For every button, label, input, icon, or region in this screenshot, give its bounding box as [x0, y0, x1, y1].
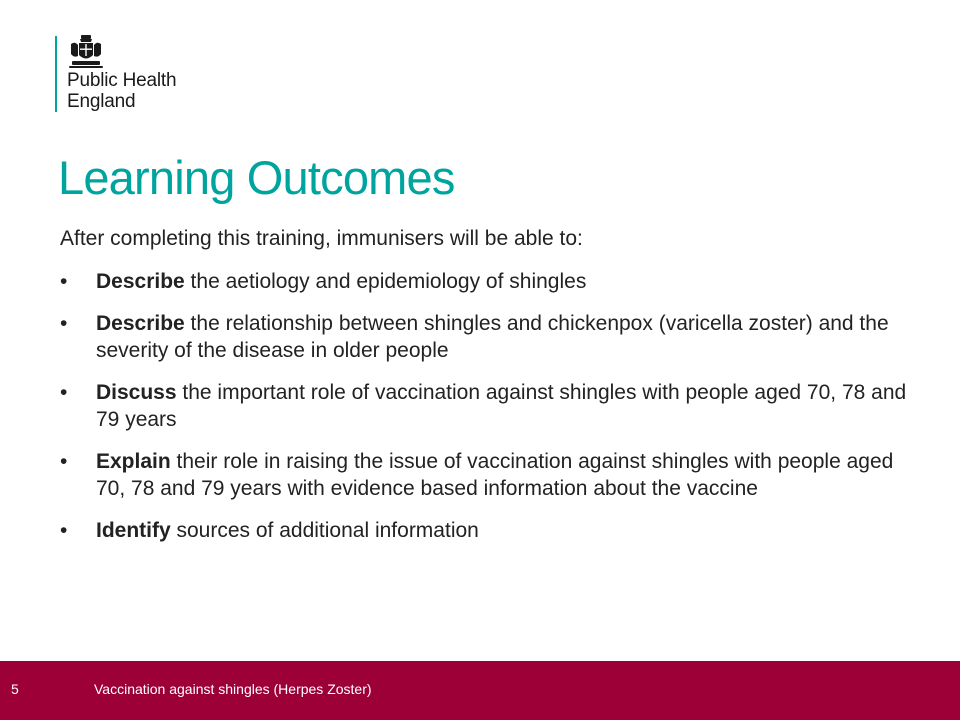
- organisation-name-line1: Public Health: [67, 70, 177, 91]
- outcome-verb: Discuss: [96, 381, 177, 404]
- logo-divider: [55, 36, 57, 112]
- outcome-verb: Describe: [96, 270, 185, 293]
- footer-title: Vaccination against shingles (Herpes Zoster): [94, 681, 372, 697]
- outcome-text: the aetiology and epidemiology of shingles: [184, 270, 587, 293]
- royal-crest-icon: [66, 34, 106, 70]
- outcome-verb: Identify: [96, 519, 171, 542]
- outcome-verb: Describe: [96, 312, 185, 335]
- outcome-text: sources of additional information: [170, 519, 479, 542]
- intro-text: After completing this training, immunisers will be able to:: [60, 227, 583, 250]
- bullet-icon: •: [60, 270, 68, 293]
- bullet-icon: •: [60, 312, 68, 335]
- outcome-text: their role in raising the issue of vaccination against shingles with people aged 70, 78 and 79 years with evidence based information about the vaccine: [96, 450, 894, 500]
- organisation-name-line2: England: [67, 91, 136, 112]
- bullet-icon: •: [60, 450, 68, 473]
- outcome-text: the relationship between shingles and chickenpox (varicella zoster) and the severity of the disease in older people: [96, 312, 889, 362]
- outcome-item: [60, 268, 920, 295]
- slide-footer: [0, 661, 960, 720]
- slide-title: Learning Outcomes: [58, 151, 455, 204]
- outcome-text: the important role of vaccination against shingles with people aged 70, 78 and 79 years: [96, 381, 907, 431]
- outcome-item: [60, 448, 920, 502]
- outcome-item: [60, 310, 920, 364]
- bullet-icon: •: [60, 519, 68, 542]
- learning-outcomes-list: [60, 268, 920, 559]
- outcome-item: [60, 517, 920, 544]
- outcome-verb: Explain: [96, 450, 171, 473]
- outcome-item: [60, 379, 920, 433]
- bullet-icon: •: [60, 381, 68, 404]
- slide-number: 5: [11, 681, 19, 697]
- organisation-name: [67, 70, 176, 112]
